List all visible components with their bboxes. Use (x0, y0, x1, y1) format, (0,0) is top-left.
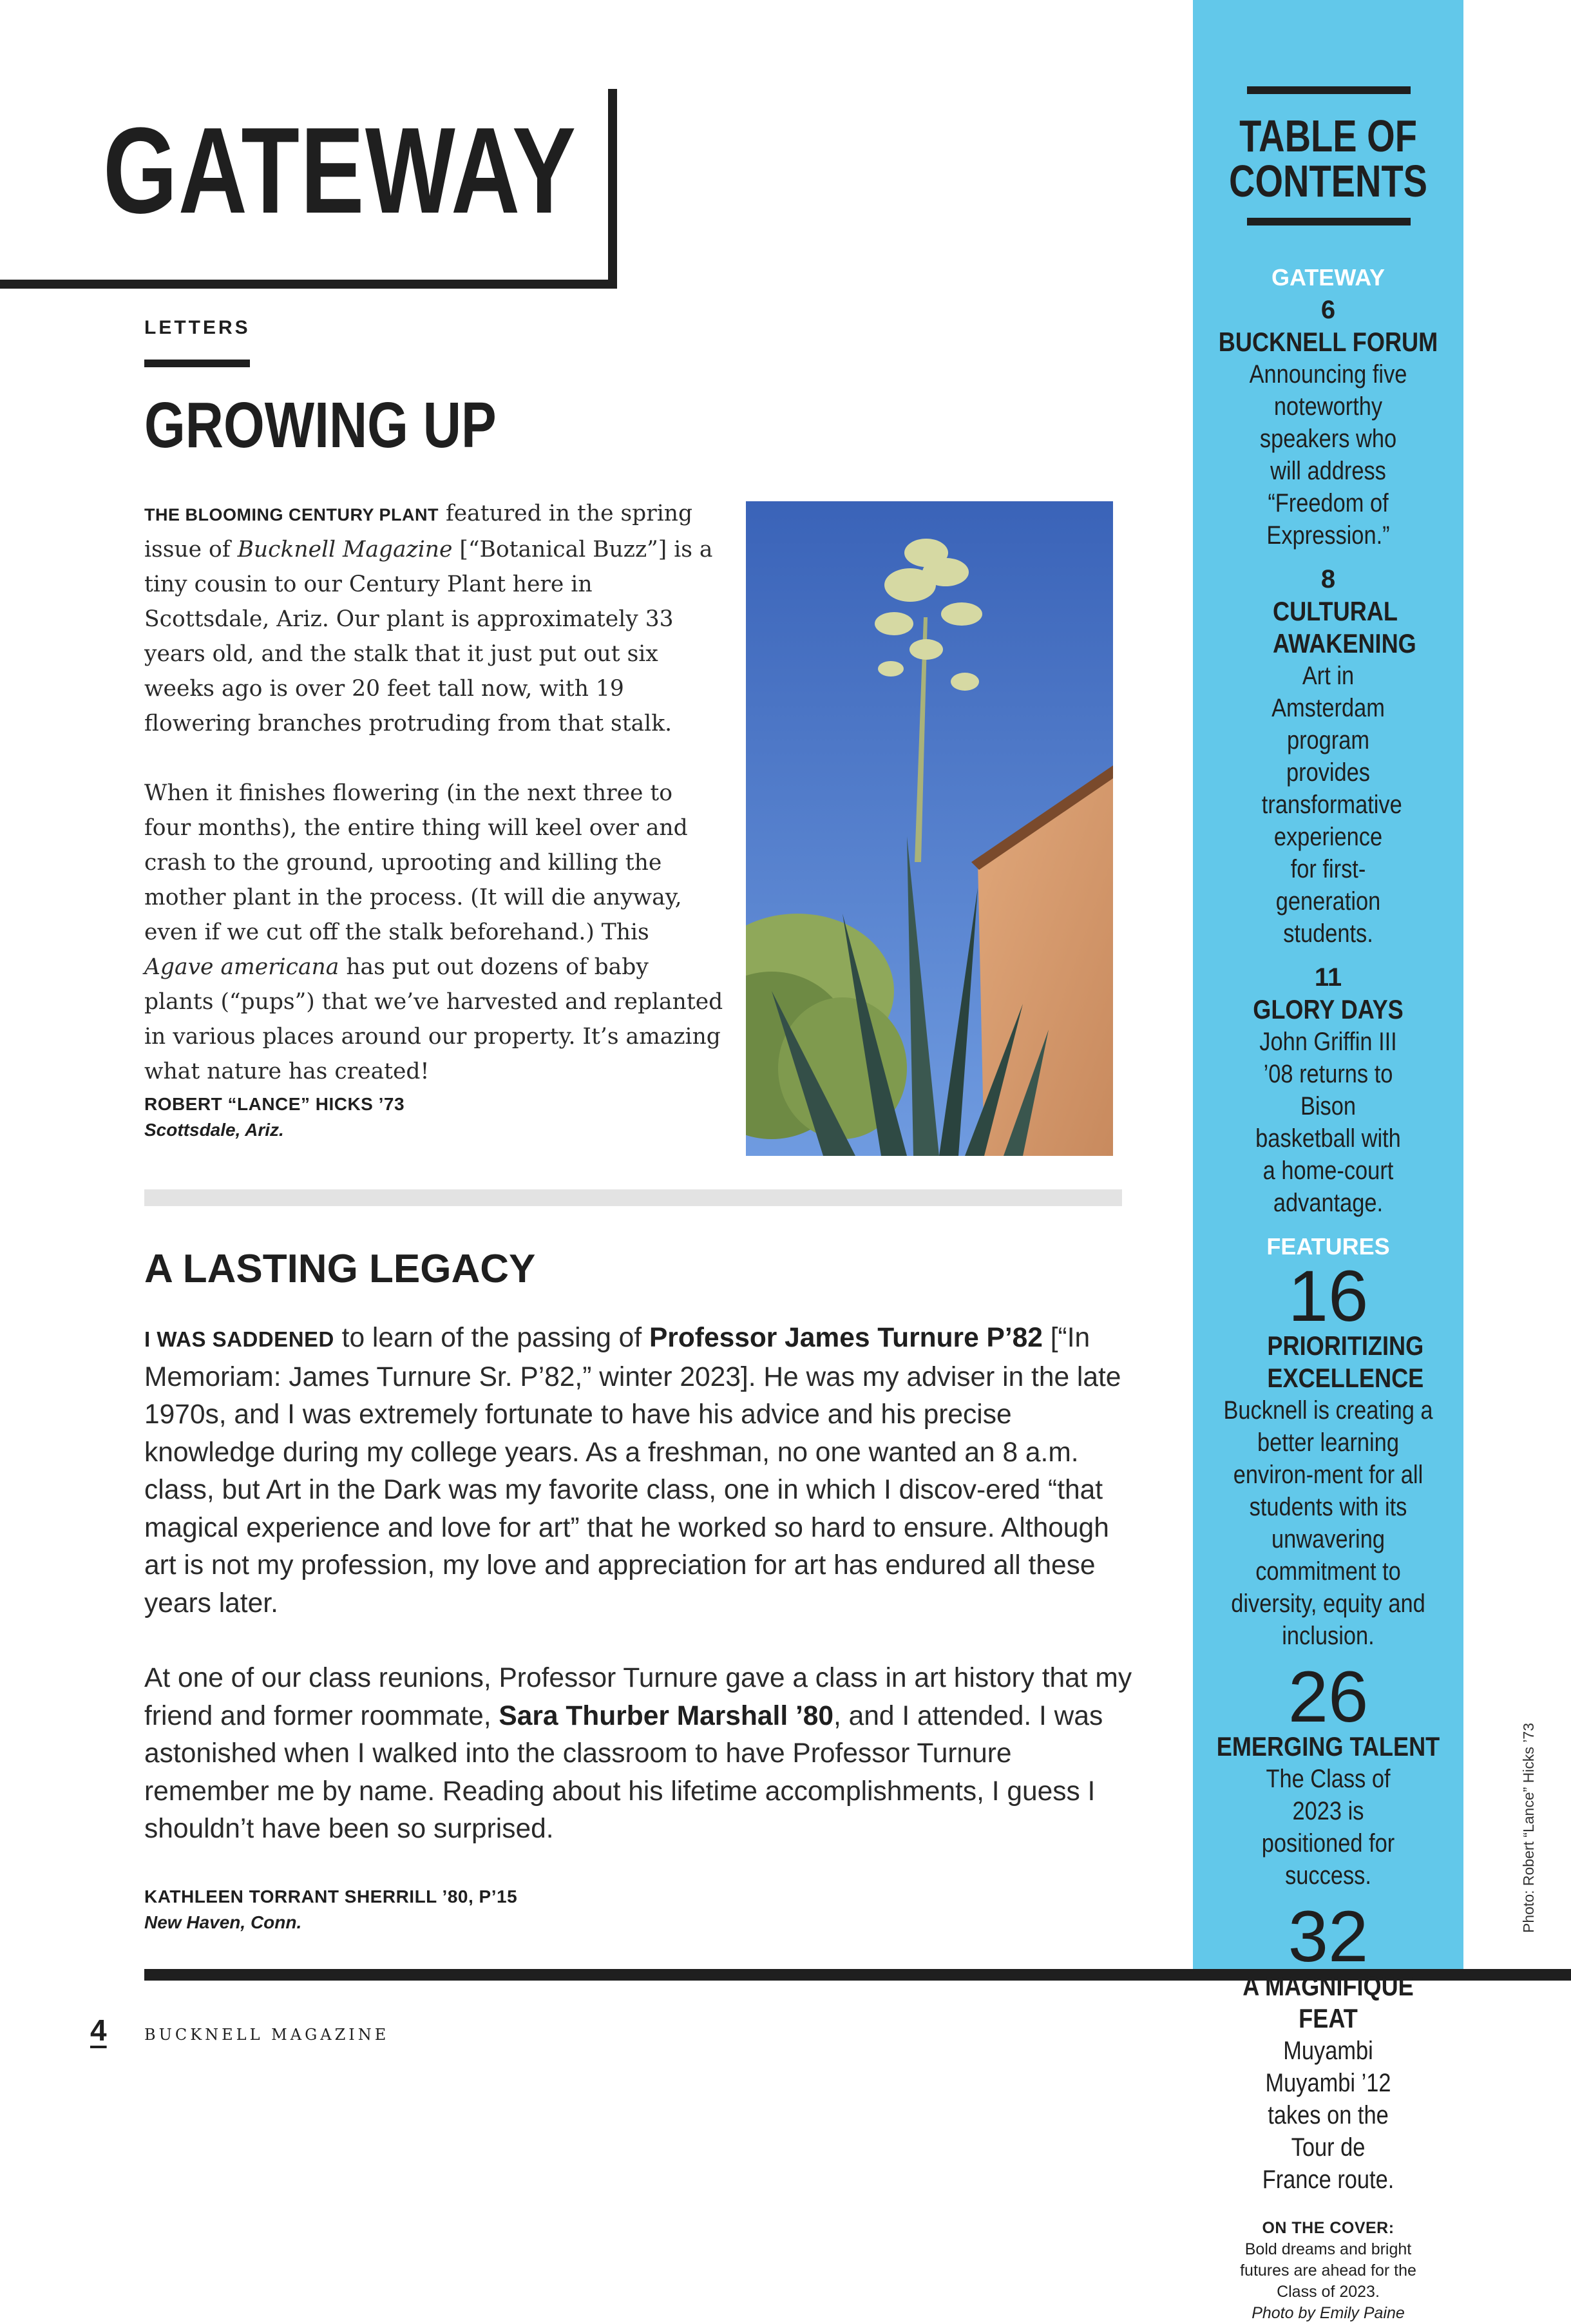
lead-in: THE BLOOMING CENTURY PLANT (144, 505, 439, 524)
growing-up-headline: GROWING UP (144, 389, 497, 461)
header-frame-vertical (608, 89, 617, 289)
toc-entry-title: EMERGING TALENT (1216, 1731, 1440, 1762)
toc-page: 11 (1314, 963, 1342, 992)
toc-page: 16 (1288, 1256, 1369, 1336)
lasting-legacy-paragraph-2 (144, 1660, 1136, 1849)
toc-entry-desc: Art in Amsterdam program provides transformative experience for first-generation students. (1261, 662, 1402, 948)
professor-name: Professor James Turnure P’82 (649, 1323, 1043, 1353)
signature-hicks (144, 1091, 405, 1143)
toc-title-line: TABLE OF (1239, 111, 1417, 161)
body-text: At one of our class reunions, Professor Turnure gave a class in art history that my friend and former roommate, (144, 1663, 1132, 1731)
section-divider (144, 1189, 1122, 1206)
toc-entry[interactable] (1193, 1256, 1463, 1652)
body-text: [“Botanical Buzz”] is a tiny cousin to our Century Plant here in Scottsdale, Ariz. Our plant is approximately 33 years old, and the stalk that it just put out six weeks ago is over 20 feet tall now, with 19 flowering branches protruding from that stalk. (144, 537, 713, 736)
signature-name: ROBERT “LANCE” HICKS ’73 (144, 1094, 405, 1114)
toc-entry-title: CULTURAL AWAKENING (1273, 596, 1416, 658)
toc-rule-bottom (1247, 218, 1411, 226)
signature-name: KATHLEEN TORRANT SHERRILL ’80, P’15 (144, 1887, 518, 1906)
page-number: 4 (90, 2013, 107, 2047)
body-text: to learn of the passing of (334, 1323, 649, 1353)
growing-up-paragraph-2 (144, 776, 724, 1089)
photo-credit-text: Photo: Robert “Lance” Hicks ’73 (1520, 1723, 1537, 1933)
friend-name: Sara Thurber Marshall ’80 (499, 1700, 834, 1731)
toc-page: 32 (1288, 1896, 1369, 1977)
toc-section-features: FEATURES (1266, 1233, 1390, 1260)
toc-entry-desc: Announcing five noteworthy speakers who will address “Freedom of Expression.” (1249, 360, 1407, 550)
signature-sherrill (144, 1884, 517, 1935)
signature-place: Scottsdale, Ariz. (144, 1120, 284, 1140)
body-text: , and I attended. I was astonished when I walked into the classroom to have Professor Turnure remember me by name. Reading about his lifetime accomplishments, I guess I shouldn’t have been so surprised. (144, 1700, 1103, 1844)
toc-page: 26 (1288, 1657, 1369, 1737)
lead-in: I WAS SADDENED (144, 1327, 334, 1351)
lasting-legacy-body (144, 1320, 1136, 1886)
toc-entry[interactable] (1193, 294, 1463, 552)
body-text: When it finishes flowering (in the next three to four months), the entire thing will keel over and crash to the ground, uprooting and killing the mother plant in the process. (It will die anyway, even if we cut off the stalk beforehand.) This (144, 780, 688, 945)
century-plant-illustration (746, 501, 1113, 1156)
century-plant-photo (746, 501, 1113, 1156)
toc-title-line: CONTENTS (1229, 156, 1427, 206)
toc-entry[interactable] (1193, 563, 1463, 950)
growing-up-paragraph-1 (144, 496, 724, 741)
magazine-title: Bucknell Magazine (237, 537, 453, 562)
body-text: featured in the spring issue of (144, 501, 693, 562)
growing-up-body (144, 496, 724, 1124)
photo-credit (1520, 1662, 1539, 1933)
cover-credit: Photo by Emily Paine (1252, 2304, 1405, 2322)
toc-entry[interactable] (1193, 961, 1463, 1219)
species-name: Agave americana (144, 954, 339, 980)
toc-entry-title: PRIORITIZING EXCELLENCE (1267, 1330, 1424, 1393)
lasting-legacy-headline: A LASTING LEGACY (144, 1247, 536, 1291)
letters-label: LETTERS (144, 317, 251, 338)
toc-section-gateway: GATEWAY (1271, 264, 1385, 291)
toc-entry-desc: The Class of 2023 is positioned for success. (1261, 1765, 1395, 1890)
magazine-name: BUCKNELL MAGAZINE (144, 2026, 390, 2044)
toc-entry-desc: Bucknell is creating a better learning environ-ment for all students with its unwavering commitment to diversity, equity and inclusion. (1223, 1396, 1433, 1650)
toc-entry-title: A MAGNIFIQUE FEAT (1243, 1971, 1414, 2033)
toc-title (1220, 113, 1436, 204)
toc-entry-title: GLORY DAYS (1253, 994, 1404, 1024)
cover-text: Bold dreams and bright futures are ahead for the Class of 2023. (1240, 2240, 1416, 2301)
cover-note (1193, 2218, 1463, 2324)
body-text: has put out dozens of baby plants (“pups”) that we’ve harvested and replanted in various places around our property. It’s amazing what nature has created! (144, 954, 723, 1084)
toc-entry-desc: Muyambi Muyambi ’12 takes on the Tour de France route. (1262, 2037, 1395, 2194)
toc-list (1193, 262, 1463, 2324)
toc-page: 8 (1320, 565, 1336, 593)
toc-entry-title: BUCKNELL FORUM (1218, 327, 1438, 357)
toc-entry-desc: John Griffin III ’08 returns to Bison basketball with a home-court advantage. (1255, 1028, 1401, 1217)
toc-rule-top (1247, 86, 1411, 94)
header-frame-horizontal (0, 280, 617, 289)
cover-label: ON THE COVER: (1262, 2219, 1395, 2237)
toc-entry[interactable] (1193, 1896, 1463, 2196)
lasting-legacy-paragraph-1 (144, 1320, 1136, 1622)
toc-page: 6 (1320, 296, 1336, 324)
letters-rule (144, 360, 250, 367)
body-text: [“In Memoriam: James Turnure Sr. P’82,” winter 2023]. He was my adviser in the late 1970s, and I was extremely fortunate to have his advice and his precise knowledge during my college years. As a freshman, no one wanted an 8 a.m. class, but Art in the Dark was my favorite class, one in which I discov-ered “that magical experience and love for art” that he worked so hard to ensure. Although art is not my profession, my love and appreciation for art has endured all these years later. (144, 1323, 1121, 1618)
signature-place: New Haven, Conn. (144, 1912, 302, 1932)
section-title: GATEWAY (103, 102, 577, 239)
toc-entry[interactable] (1193, 1657, 1463, 1892)
